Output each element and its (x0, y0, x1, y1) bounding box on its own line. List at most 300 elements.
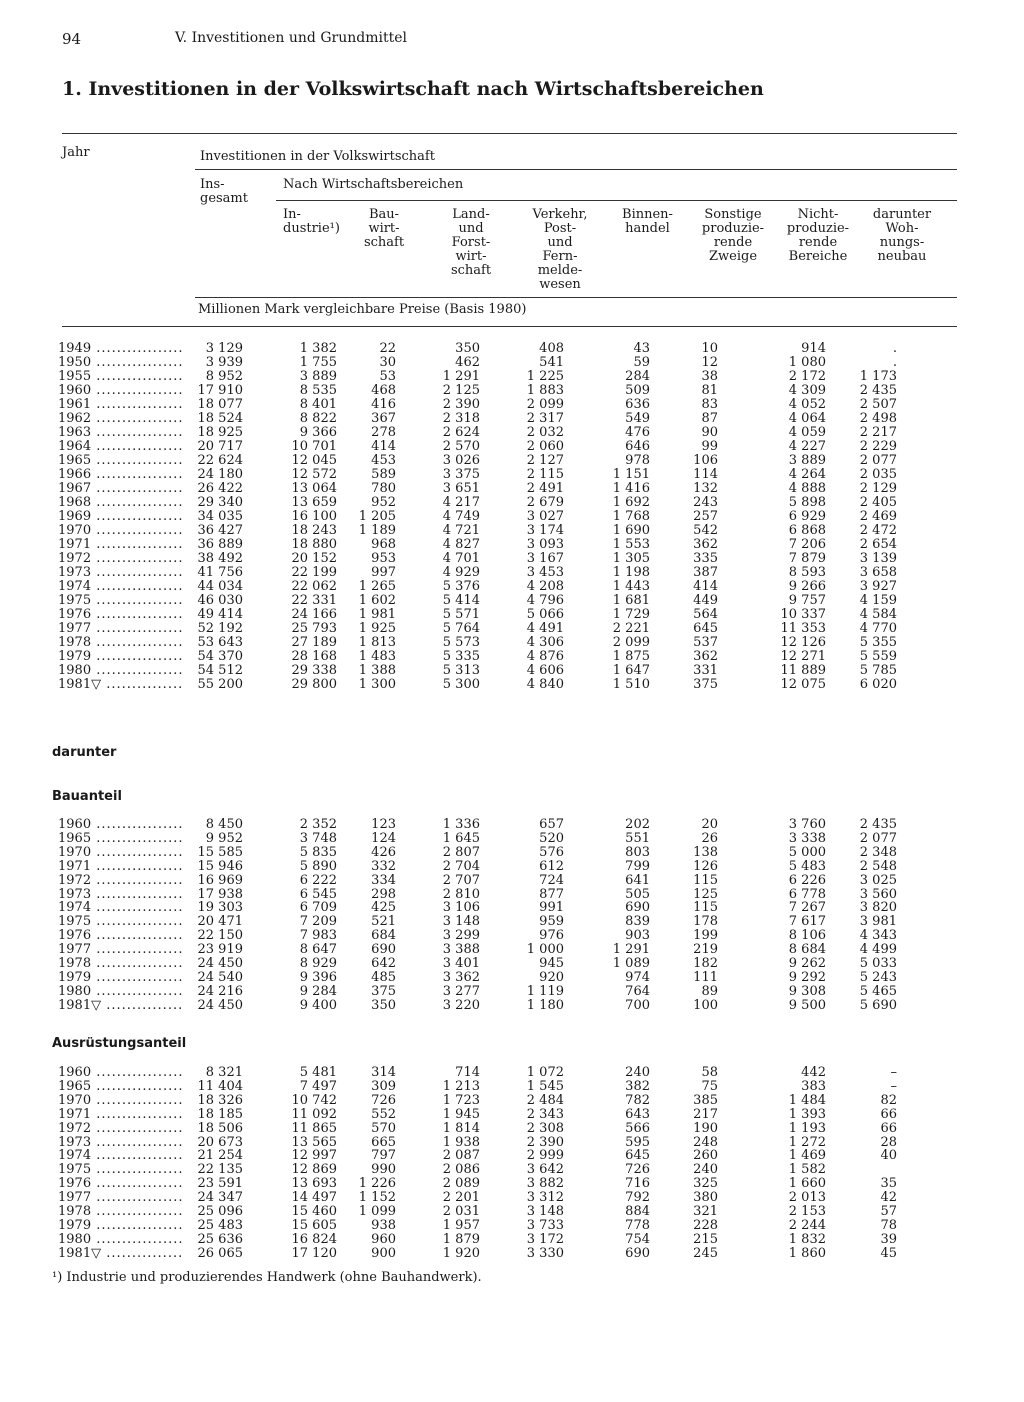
rule-top (62, 133, 957, 134)
cell-sonstige: 199 (693, 928, 718, 944)
table-row (0, 915, 1024, 929)
table-row (0, 957, 1024, 971)
cell-bauwirtschaft: 521 (371, 914, 396, 930)
cell-verkehr: 1 545 (526, 1078, 564, 1094)
cell-land-forst: 4 749 (442, 509, 480, 524)
year-cell: 1973 ..... (58, 1136, 183, 1150)
cell-binnenhandel: 803 (625, 844, 650, 860)
cell-industrie: 14 497 (291, 1190, 337, 1206)
cell-insgesamt: 44 034 (197, 579, 243, 594)
cell-nichtproduzierende: 7 267 (788, 900, 826, 916)
year-cell: 1981▽ ..... (58, 999, 183, 1013)
cell-wohnungsneubau: 57 (880, 1204, 897, 1219)
cell-verkehr: 657 (539, 817, 564, 832)
year-cell: 1975 ..... (58, 915, 183, 929)
cell-land-forst: 3 026 (442, 453, 480, 468)
cell-sonstige: 414 (693, 579, 718, 594)
cell-binnenhandel: 974 (625, 969, 650, 985)
header-bauwirtschaft: Bau- wirt- schaft (363, 207, 405, 250)
cell-nichtproduzierende: 383 (801, 1078, 826, 1094)
year-cell: 1970 ..... (58, 1094, 183, 1108)
cell-verkehr: 2 308 (526, 1120, 564, 1136)
cell-insgesamt: 24 347 (197, 1190, 243, 1206)
cell-industrie: 5 890 (299, 858, 337, 874)
cell-insgesamt: 34 035 (197, 509, 243, 524)
cell-verkehr: 2 317 (526, 411, 564, 426)
cell-sonstige: 325 (693, 1176, 718, 1192)
table-row (0, 384, 1024, 398)
cell-wohnungsneubau: 5 033 (859, 956, 897, 971)
cell-wohnungsneubau: 3 927 (859, 579, 897, 594)
cell-wohnungsneubau: 3 658 (859, 565, 897, 580)
table-row (0, 929, 1024, 943)
cell-industrie: 12 869 (291, 1162, 337, 1178)
cell-nichtproduzierende: 4 264 (788, 467, 826, 482)
year-cell: 1980 ..... (58, 1233, 183, 1247)
year-cell: 1965 ..... (58, 454, 183, 468)
cell-bauwirtschaft: 990 (371, 1162, 396, 1178)
table-row (0, 678, 1024, 692)
cell-bauwirtschaft: 1 152 (358, 1190, 396, 1206)
cell-industrie: 22 331 (291, 593, 337, 608)
cell-sonstige: 125 (693, 886, 718, 902)
cell-wohnungsneubau: 2 348 (859, 844, 897, 860)
table-title: 1. Investitionen in der Volkswirtschaft nach Wirtschaftsbereichen (62, 78, 764, 100)
table-row (0, 370, 1024, 384)
table-row (0, 454, 1024, 468)
cell-bauwirtschaft: 453 (371, 453, 396, 468)
cell-bauwirtschaft: 468 (371, 383, 396, 398)
cell-nichtproduzierende: 1 860 (788, 1245, 826, 1261)
chapter-heading: V. Investitionen und Grundmittel (175, 30, 407, 46)
cell-binnenhandel: 595 (625, 1134, 650, 1150)
year-cell: 1980 ..... (58, 664, 183, 678)
cell-insgesamt: 29 340 (197, 495, 243, 510)
cell-verkehr: 2 343 (526, 1106, 564, 1122)
cell-binnenhandel: 202 (625, 817, 650, 832)
year-cell: 1971 ..... (58, 538, 183, 552)
cell-nichtproduzierende: 4 888 (788, 481, 826, 496)
cell-wohnungsneubau: 35 (880, 1176, 897, 1192)
cell-binnenhandel: 792 (625, 1190, 650, 1206)
cell-land-forst: 3 401 (442, 956, 480, 971)
cell-nichtproduzierende: 6 929 (788, 509, 826, 524)
header-wohnungsneubau: darunter Woh- nungs- neubau (872, 207, 932, 264)
cell-bauwirtschaft: 797 (371, 1148, 396, 1164)
cell-binnenhandel: 799 (625, 858, 650, 874)
cell-verkehr: 4 876 (526, 649, 564, 664)
cell-industrie: 9 396 (299, 969, 337, 985)
table-row (0, 580, 1024, 594)
cell-wohnungsneubau: 2 077 (859, 453, 897, 468)
year-cell: 1965 ..... (58, 1080, 183, 1094)
rule-nach (276, 200, 957, 201)
cell-sonstige: 75 (701, 1078, 718, 1094)
cell-sonstige: 449 (693, 593, 718, 608)
cell-industrie: 12 045 (291, 453, 337, 468)
year-cell: 1979 ..... (58, 650, 183, 664)
cell-nichtproduzierende: 1 272 (788, 1134, 826, 1150)
cell-verkehr: 4 796 (526, 593, 564, 608)
table-row (0, 860, 1024, 874)
cell-bauwirtschaft: 314 (371, 1065, 396, 1080)
cell-insgesamt: 25 483 (197, 1217, 243, 1233)
cell-nichtproduzierende: 4 052 (788, 397, 826, 412)
cell-land-forst: 2 087 (442, 1148, 480, 1164)
cell-land-forst: 1 814 (442, 1120, 480, 1136)
cell-sonstige: 245 (693, 1245, 718, 1261)
table-row (0, 356, 1024, 370)
ausruestungsanteil-label: Ausrüstungsanteil (52, 1036, 187, 1051)
year-cell: 1981▽ ..... (58, 1247, 183, 1261)
cell-verkehr: 1 119 (526, 983, 564, 999)
year-cell: 1977 ..... (58, 943, 183, 957)
year-cell: 1960 ..... (58, 818, 183, 832)
cell-land-forst: 5 335 (442, 649, 480, 664)
cell-nichtproduzierende: 6 778 (788, 886, 826, 902)
cell-wohnungsneubau: 3 820 (859, 900, 897, 916)
cell-nichtproduzierende: 12 075 (780, 677, 826, 692)
bauanteil-label: Bauanteil (52, 789, 122, 804)
year-cell: 1969 ..... (58, 510, 183, 524)
cell-verkehr: 3 733 (526, 1217, 564, 1233)
cell-binnenhandel: 690 (625, 1245, 650, 1261)
cell-sonstige: 219 (693, 942, 718, 958)
cell-bauwirtschaft: 642 (371, 956, 396, 971)
cell-nichtproduzierende: 2 244 (788, 1217, 826, 1233)
cell-industrie: 12 997 (291, 1148, 337, 1164)
cell-nichtproduzierende: 7 879 (788, 551, 826, 566)
cell-nichtproduzierende: 9 308 (788, 983, 826, 999)
cell-verkehr: 3 172 (526, 1231, 564, 1247)
year-cell: 1955 ..... (58, 370, 183, 384)
cell-verkehr: 3 642 (526, 1162, 564, 1178)
cell-industrie: 10 701 (291, 439, 337, 454)
cell-verkehr: 4 606 (526, 663, 564, 678)
cell-verkehr: 724 (539, 872, 564, 888)
cell-wohnungsneubau: 2 405 (859, 495, 897, 510)
cell-land-forst: 1 920 (442, 1245, 480, 1261)
cell-bauwirtschaft: 123 (371, 817, 396, 832)
cell-nichtproduzierende: 914 (801, 341, 826, 356)
cell-nichtproduzierende: 1 484 (788, 1092, 826, 1108)
cell-nichtproduzierende: 1 832 (788, 1231, 826, 1247)
cell-insgesamt: 26 065 (197, 1245, 243, 1261)
cell-sonstige: 126 (693, 858, 718, 874)
cell-industrie: 15 605 (291, 1217, 337, 1233)
year-cell: 1967 ..... (58, 482, 183, 496)
year-cell: 1976 ..... (58, 1177, 183, 1191)
cell-sonstige: 215 (693, 1231, 718, 1247)
cell-industrie: 8 535 (299, 383, 337, 398)
cell-nichtproduzierende: 6 226 (788, 872, 826, 888)
cell-verkehr: 1 000 (526, 942, 564, 958)
cell-land-forst: 2 707 (442, 872, 480, 888)
cell-land-forst: 5 764 (442, 621, 480, 636)
cell-sonstige: 81 (701, 383, 718, 398)
cell-nichtproduzierende: 5 000 (788, 844, 826, 860)
cell-bauwirtschaft: 1 388 (358, 663, 396, 678)
cell-binnenhandel: 1 151 (612, 467, 650, 482)
cell-binnenhandel: 1 510 (612, 677, 650, 692)
cell-verkehr: 541 (539, 355, 564, 370)
cell-nichtproduzierende: 4 309 (788, 383, 826, 398)
cell-land-forst: 1 945 (442, 1106, 480, 1122)
cell-bauwirtschaft: 375 (371, 983, 396, 999)
cell-verkehr: 4 491 (526, 621, 564, 636)
cell-verkehr: 5 066 (526, 607, 564, 622)
cell-land-forst: 4 721 (442, 523, 480, 538)
cell-sonstige: 362 (693, 649, 718, 664)
cell-land-forst: 350 (455, 341, 480, 356)
cell-verkehr: 2 390 (526, 1134, 564, 1150)
table-row (0, 636, 1024, 650)
cell-land-forst: 3 388 (442, 942, 480, 958)
cell-binnenhandel: 645 (625, 1148, 650, 1164)
cell-binnenhandel: 505 (625, 886, 650, 902)
year-cell: 1974 ..... (58, 1149, 183, 1163)
cell-bauwirtschaft: 938 (371, 1217, 396, 1233)
cell-nichtproduzierende: 1 582 (788, 1162, 826, 1178)
cell-insgesamt: 24 450 (197, 997, 243, 1013)
cell-land-forst: 1 336 (442, 817, 480, 832)
cell-sonstige: 375 (693, 677, 718, 692)
table-row (0, 1066, 1024, 1080)
cell-land-forst: 1 879 (442, 1231, 480, 1247)
cell-binnenhandel: 764 (625, 983, 650, 999)
footnote: ¹) Industrie und produzierendes Handwerk (ohne Bauhandwerk). (52, 1270, 482, 1285)
cell-sonstige: 115 (693, 900, 718, 916)
cell-industrie: 16 824 (291, 1231, 337, 1247)
cell-nichtproduzierende: 9 292 (788, 969, 826, 985)
cell-insgesamt: 23 919 (197, 942, 243, 958)
cell-wohnungsneubau: 2 077 (859, 830, 897, 846)
cell-nichtproduzierende: 9 262 (788, 956, 826, 971)
cell-insgesamt: 22 135 (197, 1162, 243, 1178)
cell-verkehr: 3 148 (526, 1204, 564, 1219)
cell-verkehr: 920 (539, 969, 564, 985)
cell-verkehr: 3 330 (526, 1245, 564, 1261)
cell-nichtproduzierende: 3 760 (788, 817, 826, 832)
cell-sonstige: 132 (693, 481, 718, 496)
cell-industrie: 13 064 (291, 481, 337, 496)
cell-verkehr: 959 (539, 914, 564, 930)
cell-nichtproduzierende: 5 898 (788, 495, 826, 510)
rule-group (195, 169, 957, 170)
year-cell: 1970 ..... (58, 524, 183, 538)
cell-binnenhandel: 43 (633, 341, 650, 356)
cell-bauwirtschaft: 1 483 (358, 649, 396, 664)
year-cell: 1980 ..... (58, 985, 183, 999)
cell-industrie: 7 983 (299, 928, 337, 944)
cell-verkehr: 2 491 (526, 481, 564, 496)
cell-insgesamt: 3 939 (205, 355, 243, 370)
cell-binnenhandel: 382 (625, 1078, 650, 1094)
cell-wohnungsneubau: 2 435 (859, 817, 897, 832)
cell-industrie: 13 693 (291, 1176, 337, 1192)
cell-binnenhandel: 1 768 (612, 509, 650, 524)
cell-verkehr: 1 072 (526, 1065, 564, 1080)
cell-nichtproduzierende: 4 227 (788, 439, 826, 454)
cell-industrie: 1 755 (299, 355, 337, 370)
cell-binnenhandel: 549 (625, 411, 650, 426)
cell-insgesamt: 18 506 (197, 1120, 243, 1136)
cell-binnenhandel: 636 (625, 397, 650, 412)
cell-sonstige: 90 (701, 425, 718, 440)
cell-binnenhandel: 646 (625, 439, 650, 454)
cell-nichtproduzierende: 6 868 (788, 523, 826, 538)
cell-sonstige: 12 (701, 355, 718, 370)
table-row (0, 1191, 1024, 1205)
table-row (0, 398, 1024, 412)
cell-sonstige: 87 (701, 411, 718, 426)
cell-insgesamt: 20 673 (197, 1134, 243, 1150)
header-nach: Nach Wirtschaftsbereichen (283, 177, 464, 192)
darunter-label: darunter (52, 745, 117, 760)
cell-sonstige: 542 (693, 523, 718, 538)
year-cell: 1977 ..... (58, 1191, 183, 1205)
cell-nichtproduzierende: 1 080 (788, 355, 826, 370)
cell-verkehr: 3 453 (526, 565, 564, 580)
cell-nichtproduzierende: 2 172 (788, 369, 826, 384)
cell-industrie: 3 889 (299, 369, 337, 384)
cell-bauwirtschaft: 665 (371, 1134, 396, 1150)
cell-binnenhandel: 509 (625, 383, 650, 398)
table-row (0, 971, 1024, 985)
year-cell: 1965 ..... (58, 832, 183, 846)
cell-nichtproduzierende: 1 393 (788, 1106, 826, 1122)
cell-bauwirtschaft: 367 (371, 411, 396, 426)
header-sonstige: Sonstige produzie- rende Zweige (701, 207, 765, 264)
cell-insgesamt: 38 492 (197, 551, 243, 566)
cell-land-forst: 1 213 (442, 1078, 480, 1094)
cell-bauwirtschaft: 1 300 (358, 677, 396, 692)
cell-bauwirtschaft: 968 (371, 537, 396, 552)
cell-industrie: 13 659 (291, 495, 337, 510)
cell-bauwirtschaft: 1 925 (358, 621, 396, 636)
table-row (0, 832, 1024, 846)
cell-bauwirtschaft: 278 (371, 425, 396, 440)
cell-binnenhandel: 641 (625, 872, 650, 888)
cell-bauwirtschaft: 298 (371, 886, 396, 902)
cell-verkehr: 520 (539, 830, 564, 846)
cell-sonstige: 380 (693, 1190, 718, 1206)
cell-verkehr: 4 208 (526, 579, 564, 594)
cell-wohnungsneubau: 2 472 (859, 523, 897, 538)
table-row (0, 538, 1024, 552)
cell-bauwirtschaft: 425 (371, 900, 396, 916)
cell-insgesamt: 17 938 (197, 886, 243, 902)
cell-sonstige: 100 (693, 997, 718, 1013)
cell-verkehr: 1 225 (526, 369, 564, 384)
table-row (0, 901, 1024, 915)
year-cell: 1970 ..... (58, 846, 183, 860)
cell-wohnungsneubau: 66 (880, 1120, 897, 1136)
cell-land-forst: 5 300 (442, 677, 480, 692)
year-cell: 1964 ..... (58, 440, 183, 454)
cell-bauwirtschaft: 53 (379, 369, 396, 384)
cell-industrie: 8 822 (299, 411, 337, 426)
cell-industrie: 17 120 (291, 1245, 337, 1261)
cell-binnenhandel: 700 (625, 997, 650, 1013)
cell-verkehr: 2 099 (526, 397, 564, 412)
year-cell: 1973 ..... (58, 888, 183, 902)
table-row (0, 496, 1024, 510)
cell-nichtproduzierende: 8 593 (788, 565, 826, 580)
cell-nichtproduzierende: 12 126 (780, 635, 826, 650)
cell-industrie: 6 545 (299, 886, 337, 902)
cell-land-forst: 4 217 (442, 495, 480, 510)
cell-industrie: 7 209 (299, 914, 337, 930)
cell-nichtproduzierende: 11 889 (780, 663, 826, 678)
table-row (0, 664, 1024, 678)
cell-wohnungsneubau: 40 (880, 1148, 897, 1164)
cell-binnenhandel: 903 (625, 928, 650, 944)
cell-insgesamt: 54 370 (197, 649, 243, 664)
cell-bauwirtschaft: 780 (371, 481, 396, 496)
cell-insgesamt: 11 404 (197, 1078, 243, 1094)
table-row (0, 874, 1024, 888)
cell-sonstige: 243 (693, 495, 718, 510)
cell-sonstige: 387 (693, 565, 718, 580)
cell-insgesamt: 21 254 (197, 1148, 243, 1164)
cell-verkehr: 877 (539, 886, 564, 902)
cell-industrie: 27 189 (291, 635, 337, 650)
cell-verkehr: 612 (539, 858, 564, 874)
cell-bauwirtschaft: 124 (371, 830, 396, 846)
cell-sonstige: 240 (693, 1162, 718, 1178)
cell-bauwirtschaft: 485 (371, 969, 396, 985)
table-row (0, 342, 1024, 356)
cell-industrie: 8 929 (299, 956, 337, 971)
cell-industrie: 11 865 (291, 1120, 337, 1136)
cell-land-forst: 3 375 (442, 467, 480, 482)
cell-wohnungsneubau: 45 (880, 1245, 897, 1261)
cell-nichtproduzierende: 12 271 (780, 649, 826, 664)
cell-land-forst: 2 624 (442, 425, 480, 440)
year-cell: 1971 ..... (58, 860, 183, 874)
cell-land-forst: 1 723 (442, 1092, 480, 1108)
cell-sonstige: 99 (701, 439, 718, 454)
cell-sonstige: 138 (693, 844, 718, 860)
cell-industrie: 9 366 (299, 425, 337, 440)
cell-binnenhandel: 2 099 (612, 635, 650, 650)
cell-land-forst: 2 318 (442, 411, 480, 426)
table-row (0, 482, 1024, 496)
year-cell: 1971 ..... (58, 1108, 183, 1122)
cell-insgesamt: 52 192 (197, 621, 243, 636)
year-cell: 1974 ..... (58, 580, 183, 594)
cell-binnenhandel: 884 (625, 1204, 650, 1219)
cell-wohnungsneubau: 2 035 (859, 467, 897, 482)
cell-wohnungsneubau: 3 560 (859, 886, 897, 902)
cell-industrie: 24 166 (291, 607, 337, 622)
cell-binnenhandel: 1 089 (612, 956, 650, 971)
cell-verkehr: 1 180 (526, 997, 564, 1013)
cell-land-forst: 1 938 (442, 1134, 480, 1150)
table-row (0, 510, 1024, 524)
table-row (0, 412, 1024, 426)
cell-wohnungsneubau: 2 217 (859, 425, 897, 440)
cell-land-forst: 1 957 (442, 1217, 480, 1233)
header-insgesamt: Ins- gesamt (200, 177, 248, 206)
cell-binnenhandel: 1 729 (612, 607, 650, 622)
cell-wohnungsneubau: 5 559 (859, 649, 897, 664)
cell-wohnungsneubau: 2 654 (859, 537, 897, 552)
cell-bauwirtschaft: 416 (371, 397, 396, 412)
cell-industrie: 28 168 (291, 649, 337, 664)
year-cell: 1974 ..... (58, 901, 183, 915)
